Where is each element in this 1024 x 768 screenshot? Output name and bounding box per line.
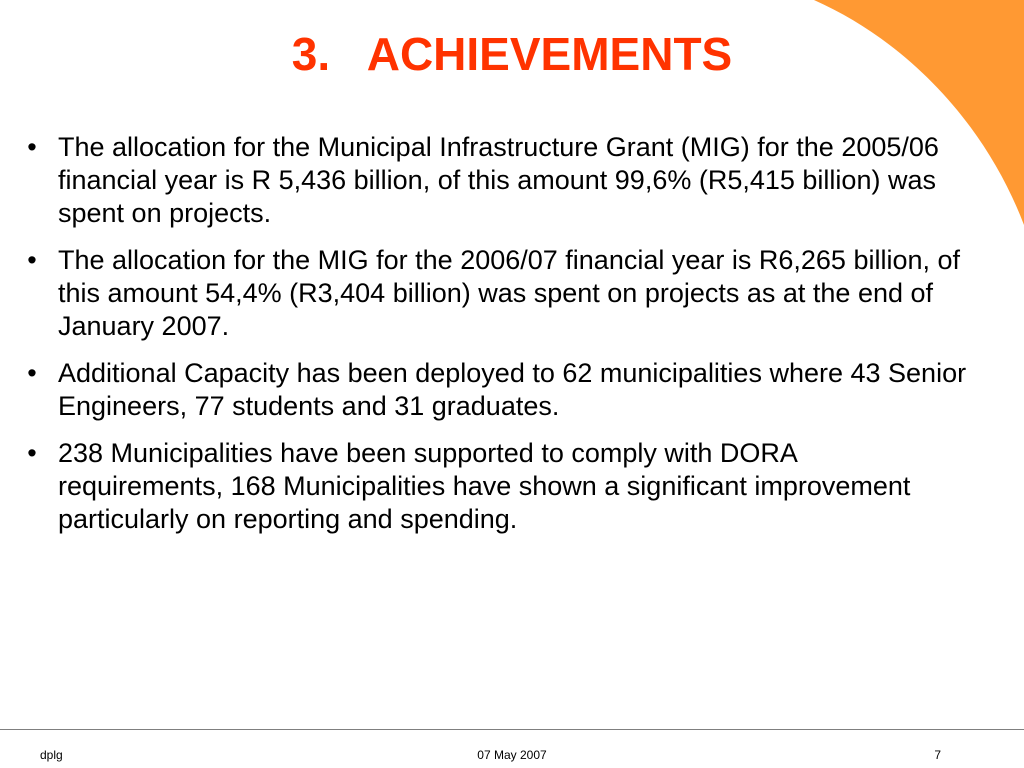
- footer-date: 07 May 2007: [477, 748, 547, 762]
- bullet-text: The allocation for the Municipal Infrastructure Grant (MIG) for the 2005/06 financial year is R 5,436 billion, of this amount 99,6% (R5,415 billion) was spent on projects.: [58, 132, 939, 228]
- bullet-dot-icon: •: [27, 132, 37, 162]
- footer-organization: dplg: [40, 748, 63, 762]
- bullet-item: [22, 357, 967, 423]
- bullet-text: 238 Municipalities have been supported to comply with DORA requirements, 168 Municipalities have shown a significant improvement particularly on reporting and spending.: [58, 438, 911, 534]
- bullet-item: [22, 437, 967, 536]
- slide-title: 3. ACHIEVEMENTS: [291, 28, 733, 80]
- bullet-list: [22, 131, 967, 550]
- bullet-dot-icon: •: [27, 245, 37, 275]
- footer-divider: [0, 729, 1024, 730]
- bullet-dot-icon: •: [27, 438, 37, 468]
- bullet-text: The allocation for the MIG for the 2006/07 financial year is R6,265 billion, of this amount 54,4% (R3,404 billion) was spent on projects as at the end of January 2007.: [58, 245, 961, 341]
- footer-page-number: 7: [934, 748, 941, 762]
- bullet-item: [22, 244, 967, 343]
- bullet-item: [22, 131, 967, 230]
- bullet-text: Additional Capacity has been deployed to 62 municipalities where 43 Senior Engineers, 77 students and 31 graduates.: [58, 358, 967, 421]
- bullet-dot-icon: •: [27, 358, 37, 388]
